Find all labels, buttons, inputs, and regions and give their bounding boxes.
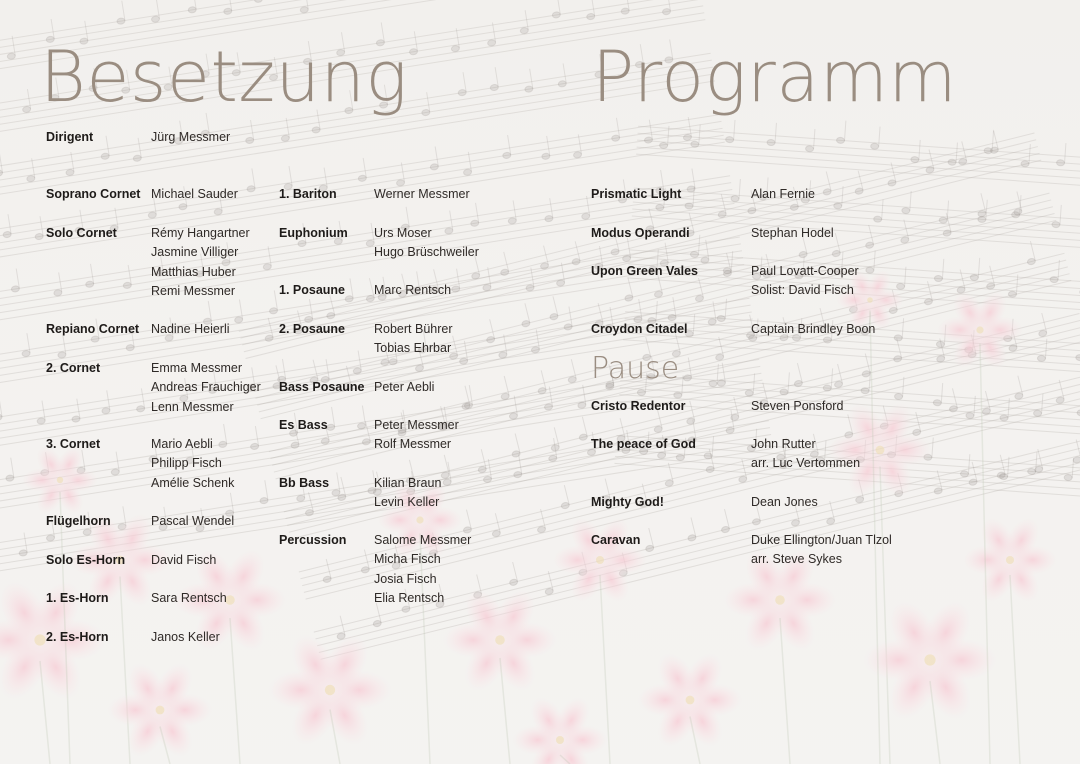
person-name: Alan Fernie [751, 187, 815, 201]
person-name: Steven Ponsford [751, 399, 844, 413]
person-name: Peter Messmer [374, 418, 459, 432]
program-item-label: The peace of God [591, 437, 696, 451]
instrument-row-names [374, 474, 441, 513]
person-name: Janos Keller [151, 630, 220, 644]
instrument-row-names [151, 628, 220, 647]
instrument-row-names [374, 320, 453, 359]
person-name: Jasmine Villiger [151, 245, 239, 260]
instrument-row-names [374, 224, 479, 263]
instrument-row-label: Es Bass [279, 418, 328, 432]
person-name: Urs Moser [374, 226, 432, 240]
person-name: Rémy Hangartner [151, 226, 250, 240]
person-name: arr. Luc Vertommen [751, 456, 861, 471]
person-name: Peter Aebli [374, 380, 435, 394]
person-name: Philipp Fisch [151, 456, 222, 471]
instrument-row-label: Dirigent [46, 130, 94, 144]
instrument-row-label: Bass Posaune [279, 380, 365, 394]
instrument-row-label: 1. Posaune [279, 283, 345, 297]
person-name: Kilian Braun [374, 476, 442, 490]
program-item-label: Croydon Citadel [591, 322, 688, 336]
instrument-row-label: Percussion [279, 533, 347, 547]
instrument-row-label: 2. Es-Horn [46, 630, 109, 644]
instrument-row-names [374, 281, 451, 300]
person-name: Stephan Hodel [751, 226, 834, 240]
programm-title: Programm [592, 36, 958, 118]
person-name: Matthias Huber [151, 264, 236, 279]
person-name: Lenn Messmer [151, 399, 234, 414]
person-name: Duke Ellington/Juan Tlzol [751, 533, 892, 547]
person-name: Levin Keller [374, 495, 440, 510]
person-name: Salome Messmer [374, 533, 472, 547]
person-name: Hugo Brüschweiler [374, 245, 479, 260]
instrument-row-label: Bb Bass [279, 476, 330, 490]
program-item-names [751, 185, 815, 204]
person-name: Remi Messmer [151, 283, 236, 298]
person-name: Pascal Wendel [151, 514, 235, 528]
program-item-names [751, 493, 818, 512]
instrument-row-names [151, 512, 234, 531]
person-name: Dean Jones [751, 495, 818, 509]
person-name: Robert Bührer [374, 322, 453, 336]
person-name: Elia Rentsch [374, 590, 445, 605]
instrument-row-names [151, 320, 230, 339]
person-name: arr. Steve Sykes [751, 552, 843, 567]
program-item-names [751, 224, 834, 243]
person-name: David Fisch [151, 553, 217, 567]
instrument-row-label: 1. Es-Horn [46, 591, 109, 605]
person-name: Rolf Messmer [374, 437, 452, 452]
instrument-row-label: Solo Es-Horn [46, 553, 126, 567]
program-item-names [751, 397, 843, 416]
person-name: Amélie Schenk [151, 475, 235, 490]
program-item-label: Modus Operandi [591, 226, 690, 240]
program-item-names [751, 531, 892, 570]
instrument-row-label: Solo Cornet [46, 226, 117, 240]
person-name: Micha Fisch [374, 552, 441, 567]
person-name: Paul Lovatt-Cooper [751, 264, 859, 278]
instrument-row-label: Euphonium [279, 226, 348, 240]
person-name: Emma Messmer [151, 361, 242, 375]
instrument-row-names [374, 416, 459, 455]
person-name: Captain Brindley Boon [751, 322, 876, 336]
person-name: Andreas Frauchiger [151, 380, 261, 395]
program-item-label: Prismatic Light [591, 187, 682, 201]
instrument-row-label: Repiano Cornet [46, 322, 140, 336]
instrument-row-names [151, 435, 234, 493]
person-name: Werner Messmer [374, 187, 470, 201]
program-item-names [751, 435, 860, 474]
person-name: Solist: David Fisch [751, 283, 854, 298]
program-item-names [751, 320, 875, 339]
person-name: Nadine Heierli [151, 322, 230, 336]
program-item-label: Upon Green Vales [591, 264, 698, 278]
instrument-row-names [151, 589, 227, 608]
program-item-label: Caravan [591, 533, 641, 547]
instrument-row-label: 1. Bariton [279, 187, 337, 201]
program-item-label: Cristo Redentor [591, 399, 686, 413]
instrument-row-names [151, 224, 250, 301]
besetzung-title: Besetzung [40, 36, 408, 118]
program-item-label: Mighty God! [591, 495, 664, 509]
instrument-row-names [374, 185, 470, 204]
person-name: John Rutter [751, 437, 816, 451]
person-name: Jürg Messmer [151, 130, 231, 144]
person-name: Sara Rentsch [151, 591, 227, 605]
instrument-row-label: Soprano Cornet [46, 187, 141, 201]
person-name: Tobias Ehrbar [374, 341, 452, 356]
instrument-row-label: Flügelhorn [46, 514, 111, 528]
person-name: Michael Sauder [151, 187, 238, 201]
instrument-row-names [151, 185, 238, 204]
person-name: Josia Fisch [374, 571, 437, 586]
program-item-names [751, 262, 859, 301]
person-name: Mario Aebli [151, 437, 213, 451]
instrument-row-names [374, 531, 471, 608]
person-name: Marc Rentsch [374, 283, 452, 297]
instrument-row-names [151, 551, 216, 570]
pause-heading: Pause [591, 351, 680, 386]
instrument-row-label: 2. Posaune [279, 322, 345, 336]
instrument-row-label: 3. Cornet [46, 437, 101, 451]
instrument-row-label: 2. Cornet [46, 361, 101, 375]
instrument-row-names [374, 378, 434, 397]
instrument-row-names [151, 359, 261, 417]
instrument-row-names [151, 128, 230, 147]
